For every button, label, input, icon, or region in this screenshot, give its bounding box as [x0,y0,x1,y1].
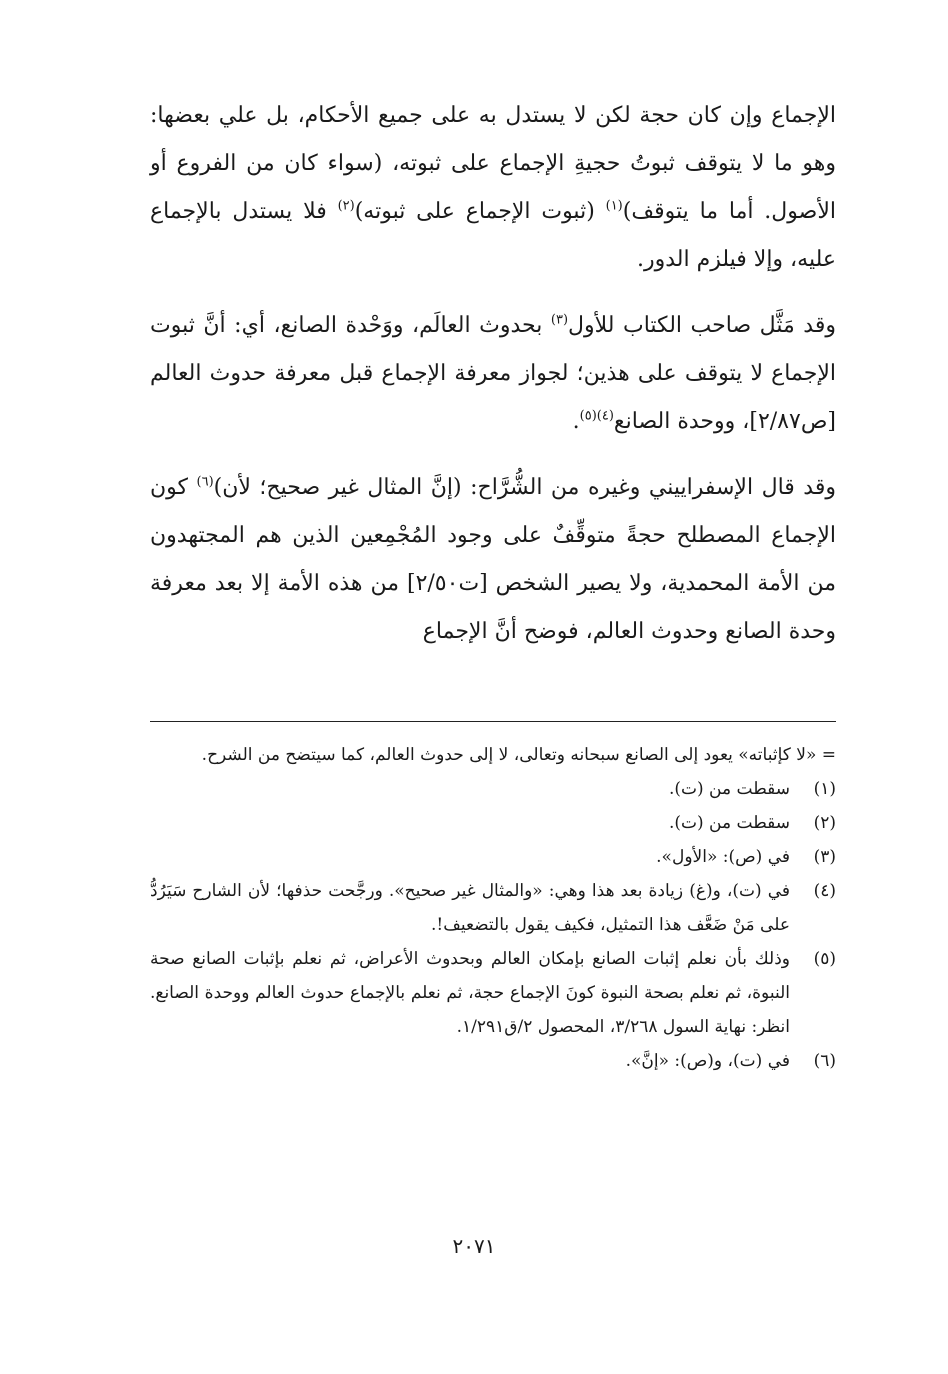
footnote-text: سقطت من (ت). [668,779,790,799]
paragraph-text: وقد قال الإسفراييني وغيره من الشُّرَّاح: (إنَّ المثال غير صحيح؛ لأن) [213,475,836,500]
paragraph-1 [150,92,836,284]
footnote-1 [150,772,836,806]
footnote-ref-2: (٢) [337,198,355,214]
paragraph-text: الإجماع وإن كان حجة لكن لا يستدل به على جميع الأحكام، بل علي بعضها: وهو ما لا يتوقف ثبوتُ حجيةِ الإجماع على ثبوته، (سواء كان من الفروع أو الأصول. أما ما يتوقف) [150,103,836,224]
paragraph-text: كون الإجماع المصطلح حجةً متوقِّفٌ على وجود المُجْمِعين الذين هم المجتهدون من الأمة المحمدية، ولا يصير الشخص [ت٢/٥٠] من هذه الأمة إلا بعد معرفة وحدة الصانع وحدوث العالم، فوضح أنَّ الإجماع [150,475,836,644]
footnote-number: (٥) [813,949,836,969]
footnote-text: = «لا كإثباته» يعود إلى الصانع سبحانه وتعالى، لا إلى حدوث العالم، كما سيتضح من الشرح. [201,745,836,765]
footnote-ref-1: (١) [605,198,623,214]
paragraph-text: وقد مَثَّل صاحب الكتاب للأول [568,313,836,338]
footnote-text: في (ت)، و(غ) زيادة بعد هذا وهي: «والمثال غير صحيح». ورجَّحت حذفها؛ لأن الشارح سَيَرُدُّ على مَنْ ضَعَّف هذا التمثيل، فكيف يقول بالتضعيف!. [150,881,790,935]
paragraph-text: بحدوث العالَم، ووَحْدة الصانع، أي: أنَّ ثبوت الإجماع لا يتوقف على هذين؛ لجواز معرفة الإجماع قبل معرفة حدوث العالم [ص٢/٨٧]، ووحدة الصانع [150,313,836,434]
footnote-text: في (ص): «الأول». [656,847,790,867]
page-number: ٢٠٧١ [452,1234,496,1258]
footnote-4 [150,874,836,942]
paragraph-3 [150,464,836,656]
footnote-number: (٤) [813,881,836,901]
footnote-number: (٢) [813,813,836,833]
footnote-number: (٦) [813,1051,836,1071]
paragraph-2 [150,302,836,446]
footnote-ref-6: (٦) [196,474,214,490]
footnote-text: سقطت من (ت). [668,813,790,833]
footnote-separator [150,721,836,722]
paragraph-text: فلا يستدل بالإجماع عليه، وإلا فيلزم الدور. [150,199,836,272]
footnote-text: في (ت)، و(ص): «إنَّ». [625,1051,790,1071]
footnote-number: (٣) [813,847,836,867]
footnote-2 [150,806,836,840]
paragraph-text: . [572,409,580,434]
paragraph-text: (ثبوت الإجماع على ثبوته) [354,199,606,224]
footnote-ref-4-5: (٤)(٥) [579,408,614,424]
footnote-3 [150,840,836,874]
footnote-6 [150,1044,836,1078]
footnotes [150,738,836,1078]
footnote-continuation [150,738,836,772]
main-text [150,92,836,674]
footnote-ref-3: (٣) [550,312,569,328]
footnote-number: (١) [813,779,836,799]
footnote-5 [150,942,836,1044]
footnote-text: وذلك بأن نعلم إثبات الصانع بإمكان العالم وبحدوث الأعراض، ثم نعلم بإثبات الصانع صحة النبوة، ثم نعلم بصحة النبوة كونَ الإجماع حجة، ثم نعلم بالإجماع حدوث العالم ووحدة الصانع. انظر: نهاية السول ٣/٢٦٨، المحصول ٢/ق١/٢٩١. [150,949,790,1037]
